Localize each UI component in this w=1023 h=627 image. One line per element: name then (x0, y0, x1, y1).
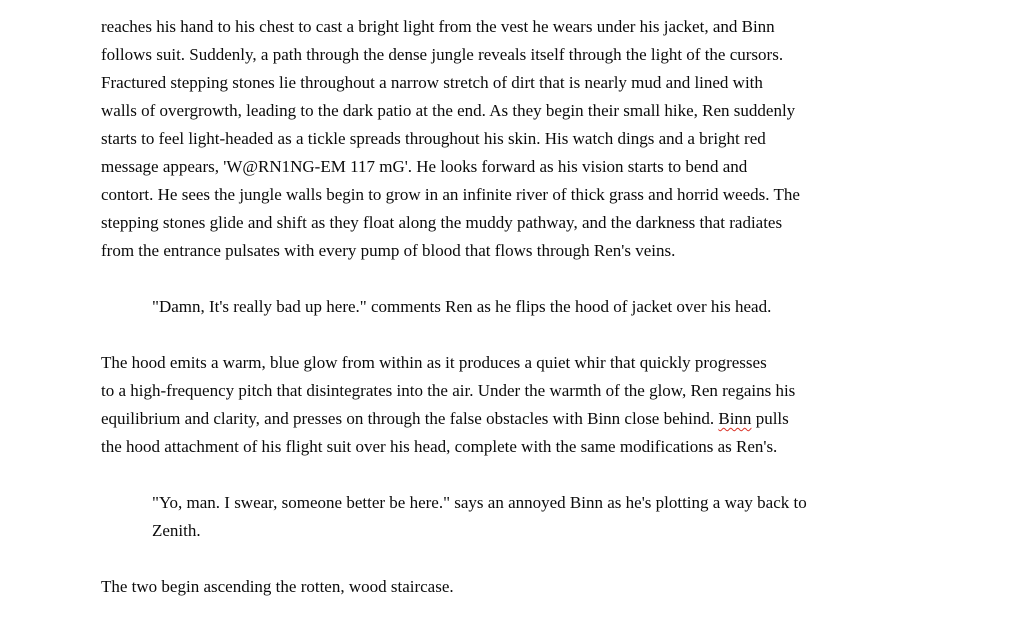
paragraph-1 (101, 13, 923, 265)
text-segment: follows suit. Suddenly, a path through the dense jungle reveals itself through the light of the cursors. (101, 45, 784, 64)
text-segment: the hood attachment of his flight suit over his head, complete with the same modifications as Ren's. (101, 437, 778, 456)
text-segment: equilibrium and clarity, and presses on through the false obstacles with Binn close behind. (101, 409, 719, 428)
text-line (101, 377, 923, 405)
text-segment: walls of overgrowth, leading to the dark patio at the end. As they begin their small hike, Ren suddenly (101, 101, 796, 120)
text-line (152, 517, 923, 545)
text-line (101, 405, 923, 433)
text-line (101, 181, 923, 209)
text-segment: "Damn, It's really bad up here." comments Ren as he flips the hood of jacket over his head. (152, 297, 772, 316)
text-line (101, 573, 923, 601)
paragraph-2-dialogue-ren (101, 293, 923, 321)
text-segment: starts to feel light-headed as a tickle spreads throughout his skin. His watch dings and a bright red (101, 129, 766, 148)
text-segment: from the entrance pulsates with every pump of blood that flows through Ren's veins. (101, 241, 676, 260)
text-segment: The hood emits a warm, blue glow from within as it produces a quiet whir that quickly progresses (101, 353, 767, 372)
text-line (101, 209, 923, 237)
paragraph-3 (101, 349, 923, 461)
text-line (101, 153, 923, 181)
text-segment: "Yo, man. I swear, someone better be here." says an annoyed Binn as he's plotting a way back to (152, 493, 807, 512)
text-segment: reaches his hand to his chest to cast a bright light from the vest he wears under his jacket, and Binn (101, 17, 775, 36)
text-line (152, 293, 923, 321)
text-line (101, 125, 923, 153)
paragraph-4-dialogue-binn (101, 489, 923, 545)
text-line (101, 349, 923, 377)
text-segment: The two begin ascending the rotten, wood staircase. (101, 577, 454, 596)
text-segment: message appears, 'W@RN1NG-EM 117 mG'. He looks forward as his vision starts to bend and (101, 157, 748, 176)
text-segment: Zenith. (152, 521, 201, 540)
text-line (152, 489, 923, 517)
misspelled-word[interactable]: Binn (718, 409, 752, 428)
text-line (101, 97, 923, 125)
text-line (101, 433, 923, 461)
text-line (101, 237, 923, 265)
text-segment: pulls (751, 409, 789, 428)
text-segment: Fractured stepping stones lie throughout a narrow stretch of dirt that is nearly mud and lined with (101, 73, 763, 92)
paragraph-5 (101, 573, 923, 601)
text-segment: contort. He sees the jungle walls begin to grow in an infinite river of thick grass and horrid weeds. The (101, 185, 800, 204)
text-line (101, 69, 923, 97)
text-line (101, 41, 923, 69)
text-segment: stepping stones glide and shift as they float along the muddy pathway, and the darkness that radiates (101, 213, 783, 232)
text-line (101, 13, 923, 41)
text-segment: to a high-frequency pitch that disintegrates into the air. Under the warmth of the glow, Ren regains his (101, 381, 796, 400)
